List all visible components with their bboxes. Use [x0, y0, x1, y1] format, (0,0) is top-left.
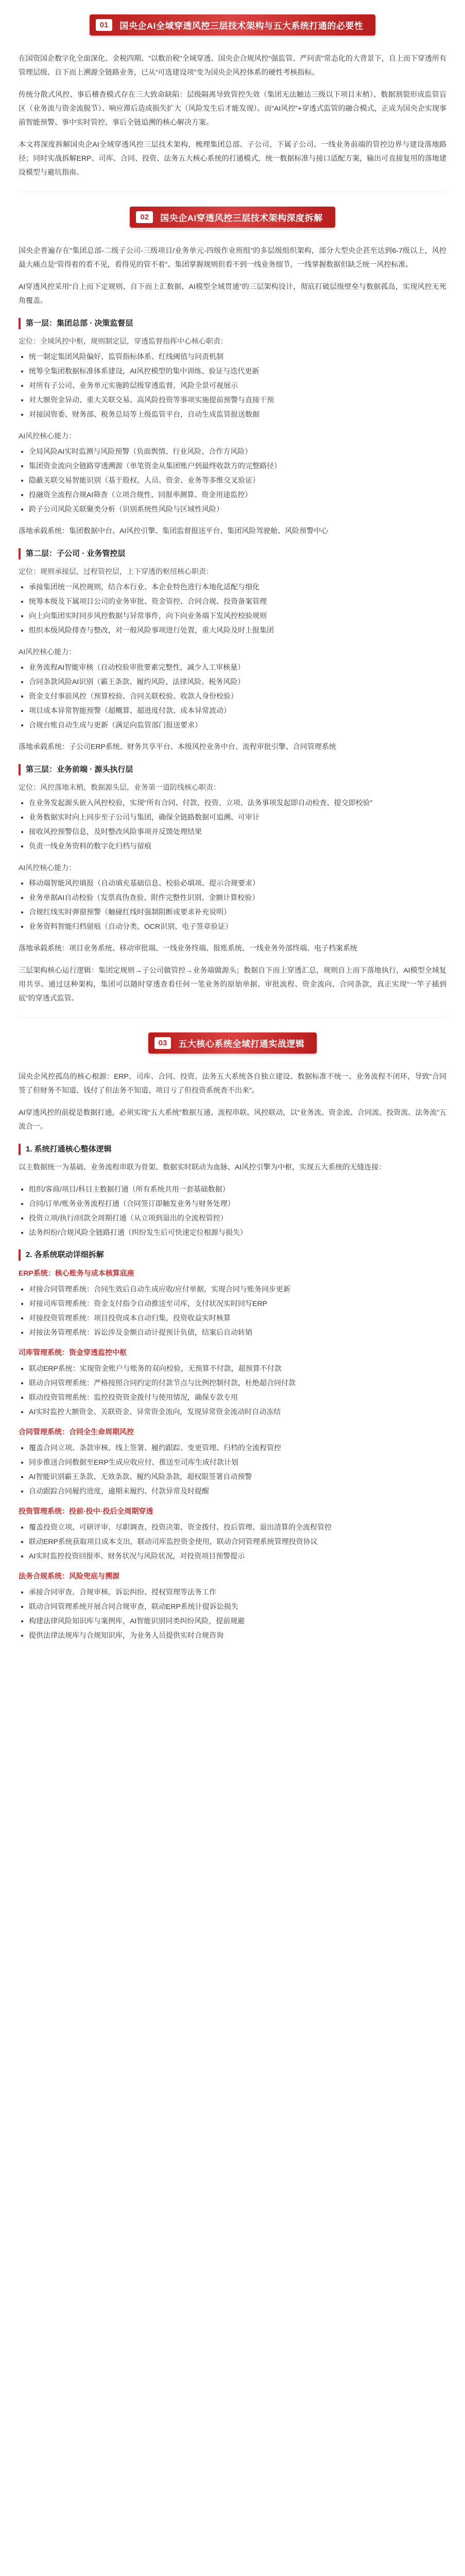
list-item: • 同步推送合同数据至ERP生成应收应付、推送至司库生成付款计划 [29, 1455, 446, 1469]
list-item: • 集团资金流向全链路穿透溯源（单笔资金从集团账户到最终收款方的完整路径） [29, 459, 446, 472]
layer-1-ai [19, 445, 446, 516]
investment-heading: 投资管理系统：投前·投中·投后全周期穿透 [19, 1507, 153, 1515]
section-number: 01 [96, 19, 113, 31]
contract-heading: 合同管理系统：合同全生命周期风控 [19, 1428, 134, 1436]
list-item: • 法务纠纷/合规风险全链路打通（纠纷发生后可快速定位根源与损失） [29, 1226, 446, 1239]
list-item: • 联动合同管理系统开展合同合规审查，联动ERP系统计提诉讼损失 [29, 1600, 446, 1613]
list-item: • 联动ERP系统：实现资金账户与账务的双向校验，无预算不付款，超预算不付款 [29, 1362, 446, 1375]
list-item: • 合同条款风险AI识别（霸王条款、履约风险、法律风险、税务风险） [29, 675, 446, 688]
ai-capability-label: AI风控核心能力： [19, 648, 76, 656]
list-item: • 合同/订单/账务业务流程打通（合同签订即触发业务与财务处理） [29, 1197, 446, 1210]
treasury-list [19, 1362, 446, 1418]
list-item: • 对接投资管理系统：项目投资成本自动归集，投资收益实时核算 [29, 1311, 446, 1325]
list-item: • 对大额资金异动、重大关联交易、高风险投资等事项实施提前预警与直接干预 [29, 393, 446, 406]
legal-heading: 法务合规系统：风险兜底与溯源 [19, 1572, 119, 1580]
layer-positioning: 定位：规则承接层，过程管控层，上下穿透的枢纽核心职责： [19, 567, 213, 575]
list-item: • 合规红线实时弹窗预警（触碰红线时强制阻断或要求补充说明） [29, 905, 446, 919]
logic-heading: 1. 系统打通核心整体逻辑 [19, 1144, 446, 1155]
list-item: • 覆盖合同立项、条款审核、线上签署、履约跟踪、变更管理、归档的全流程管控 [29, 1441, 446, 1454]
list-item: • 全局风险AI实时监测与风险预警（负面舆情、行业风险、合作方风险） [29, 445, 446, 458]
list-item: • 业务单据AI自动校验（发票真伪查验、附件完整性识别、金额计算校验） [29, 891, 446, 904]
list-item: • 在业务发起源头嵌入风控校验，实现“所有合同、付款、投资、立项、法务事项发起即自动检查、提交即校验” [29, 796, 446, 809]
list-item: • 构建法律风险知识库与案例库，AI智能识别同类纠纷风险，提前规避 [29, 1614, 446, 1628]
ai-capability-label: AI风控核心能力： [19, 432, 76, 440]
list-item: • 业务资料智能归档留痕（自动分类、OCR识别、电子签章验证） [29, 920, 446, 933]
layer-2-heading: 第二层：子公司 · 业务管控层 [19, 548, 446, 560]
list-item: • AI实时监控大额资金、关联资金、异常资金流向，发现异常资金流动时自动冻结 [29, 1405, 446, 1418]
contract-list [19, 1441, 446, 1498]
system-note: 落地承载系统：子公司ERP系统、财务共享平台、本级风控业务中台、流程审批引擎、合同管理系统 [19, 742, 336, 751]
list-item: • 承接集团统一风控规则，结合本行业、本企业特色进行本地化适配与细化 [29, 580, 446, 594]
erp-heading: ERP系统：核心账务与成本核算底座 [19, 1269, 134, 1277]
layer-3-duties [19, 796, 446, 853]
layer-positioning: 定位：全域风控中枢，规则制定层，穿透监督指挥中心核心职责： [19, 337, 228, 345]
section-title: 五大核心系统全域打通实战逻辑 [178, 1039, 305, 1049]
paragraph: 以主数据统一为基础、业务流程串联为骨架、数据实时联动为血脉、AI风控引擎为中枢，实现五大系统的无缝连接： [19, 1163, 386, 1171]
list-item: • 联动合同管理系统：严格按照合同约定的付款节点与比例控制付款，杜绝超合同付款 [29, 1376, 446, 1389]
list-item: • 跨子公司风险关联聚类分析（识别系统性风险与区域性风险） [29, 502, 446, 516]
list-item: • 对接法务管理系统：诉讼涉及金额自动计提预计负债，结案后自动转销 [29, 1326, 446, 1339]
layer-1-heading: 第一层：集团总部 · 决策监督层 [19, 318, 446, 329]
section-title: 国央企AI全域穿透风控三层技术架构与五大系统打通的必要性 [119, 21, 364, 31]
list-item: • 隐蔽关联交易智能识别（基于股权、人员、资金、业务等多维交叉验证） [29, 473, 446, 487]
section-banner-3 [19, 1030, 446, 1055]
layer-2-ai [19, 660, 446, 732]
investment-list [19, 1520, 446, 1563]
list-item: • 组织/客商/项目/科目主数据打通（所有系统共用一套基础数据） [29, 1182, 446, 1196]
list-item: • 对所有子公司、业务单元实施跨层级穿透监督，风险全景可视展示 [29, 379, 446, 392]
layer-positioning: 定位：风控落地末梢，数据源头层，业务第一道防线核心职责： [19, 783, 220, 791]
list-item: • 业务数据实时向上同步至子公司与集团，确保全链路数据可追溯、可审计 [29, 810, 446, 824]
list-item: • 对接国资委、财务部、税务总局等上级监管平台，自动生成监管报送数据 [29, 408, 446, 421]
banner-inner [148, 1032, 317, 1054]
list-item: • 资金支付事前风控（预算校验、合同关联校验、收款人身份校验） [29, 689, 446, 703]
paragraph: AI穿透风控采用“自上而下定规则、自下而上汇数据、AI模型全域贯通”的三层架构设计，彻底打破层级壁垒与数据孤岛，实现风控无死角覆盖。 [19, 282, 446, 304]
list-item: • 统一制定集团风险偏好、监管指标体系、红线阈值与问责机制 [29, 350, 446, 363]
section-banner-2 [19, 205, 446, 229]
layer-1-duties [19, 350, 446, 421]
treasury-heading: 司库管理系统：资金穿透监控中枢 [19, 1348, 127, 1357]
list-item: • 统筹本级及下属项目公司的业务审批、资金管控、合同合规、投资备案管理 [29, 595, 446, 608]
list-item: • 联动投资管理系统：监控投资资金拨付与使用情况，确保专款专用 [29, 1391, 446, 1404]
layer-3-heading: 第三层：业务前端 · 源头执行层 [19, 764, 446, 775]
list-item: • 承接合同审查、合规审核、诉讼纠纷、授权管理等法务工作 [29, 1585, 446, 1599]
list-item: • 投融资全流程合规AI筛查（立项合规性、回报率测算、资金用途监控） [29, 488, 446, 501]
list-item: • AI实时监控投资回报率、财务状况与风险状况，对投资项目预警提示 [29, 1549, 446, 1563]
list-item: • 接收风控预警信息，及时整改风险事项并反馈处理结果 [29, 825, 446, 838]
layer-3-ai [19, 876, 446, 933]
system-note: 落地承载系统：集团数据中台、AI风控引擎、集团监督报送平台、集团风险驾驶舱、风险预警中心 [19, 527, 329, 535]
list-item: • 投资立项/执行/回款全周期打通（从立项到退出的全流程管控） [29, 1211, 446, 1225]
list-item: • 覆盖投资立项、可研评审、尽职调查、投资决策、资金拨付、投后管理、退出清算的全流程管控 [29, 1520, 446, 1534]
section-number: 03 [154, 1037, 171, 1049]
list-item: • 项目成本异常智能预警（超概算、超进度付款、成本异常波动） [29, 704, 446, 717]
section-banner-1 [19, 12, 446, 37]
list-item: • 对接司库管理系统：资金支付指令自动推送至司库，支付状况实时回写ERP [29, 1297, 446, 1310]
paragraph: 国央企风控孤岛的核心根源：ERP、司库、合同、投资、法务五大系统各自独立建设、数据标准不统一、业务流程不闭环，导致“合同签了但财务不知道、钱付了但法务不知道、项目亏了但投资系统查不出来”。 [19, 1072, 446, 1094]
footer-space [19, 1650, 446, 1660]
flow-list [19, 1182, 446, 1239]
paragraph: 在国资国企数字化全面深化、金税四期、“以数治税”全域穿透、国央企合规风控“强监管、严问责”常态化的大背景下，自上而下穿透所有管理层级、自下而上溯源全链路业务，已从“可选建设项”变为国央企风控体系的硬性考核指标。 [19, 54, 446, 76]
list-item: • 统筹全集团数据标准体系建设，AI风控模型的集中训练、验证与迭代更新 [29, 364, 446, 378]
paragraph: 传统分散式风控、事后稽查模式存在三大致命缺陷：层级隔离导致管控失效（集团无法触达三级以下项目末梢）、数据割裂形成监管盲区（业务流与资金流脱节）、响应滞后造成损失扩大（风险发生后才能发现）。而“AI风控”+穿透式监管的融合模式，正成为国央企实现事前智能预警、事中实时管控、事后全链追溯的核心解决方案。 [19, 90, 446, 126]
list-item: • 联动ERP系统获取项目成本支出，联动司库监控资金使用，联动合同管理系统管理投资协议 [29, 1535, 446, 1548]
paragraph: 三层架构核心运行逻辑：集团定规则→子公司做管控→业务端做源头；数据自下而上穿透汇总，规则自上而下落地执行，AI模型全域复用共享。通过这种架构，集团可以随时穿透查看任何一笔业务的原始单据、审批流程、资金流向、合同条款，真正实现“一竿子插到底”的穿透式监管。 [19, 966, 446, 1002]
erp-list [19, 1282, 446, 1339]
ai-capability-label: AI风控核心能力： [19, 863, 76, 872]
section-number: 02 [136, 211, 153, 223]
list-item: • 向上向集团实时同步风控数据与异常事件，向下向业务端下发风控校验规则 [29, 609, 446, 622]
layer-2-duties [19, 580, 446, 637]
list-item: • 合规台账自动生成与更新（满足向监管部门报送要求） [29, 718, 446, 732]
banner-inner [90, 14, 376, 36]
linkage-heading: 2. 各系统联动详细拆解 [19, 1249, 446, 1261]
system-note: 落地承载系统：项目业务系统、移动审批端、一线业务终端、报账系统、一线业务外部终端、电子档案系统 [19, 944, 357, 952]
list-item: • AI智能识别霸王条款、无效条款、履约风险条款，超权限签署自动预警 [29, 1470, 446, 1483]
list-item: • 移动端智能风控填报（自动填充基础信息、校验必填项、提示合规要求） [29, 876, 446, 890]
list-item: • 对接合同管理系统：合同生效后自动生成应收/应付单据，实现合同与账务同步更新 [29, 1282, 446, 1296]
list-item: • 业务流程AI智能审核（自动校验审批要素完整性，减少人工审核量） [29, 660, 446, 674]
banner-inner [130, 207, 335, 228]
section-title: 国央企AI穿透风控三层技术架构深度拆解 [160, 213, 323, 223]
list-item: • 自动跟踪合同履约进度，逾期未履约、付款异常及时提醒 [29, 1484, 446, 1498]
paragraph: 国央企普遍存在“集团总部-二级子公司-三级项目/业务单元-四级作业班组”的多层级组织架构，部分大型央企甚至达到6-7级以上，风控最大痛点是“管得着的看不见，看得见的管不着”。集团掌握规则但看不到一线业务细节，一线掌握数据但缺乏统一风控标准。 [19, 246, 446, 268]
paragraph: AI穿透风控的前提是数据打通，必须实现“五大系统”数据互通、流程串联、风控联动，以“业务流、资金流、合同流、投资流、法务流”五流合一。 [19, 1108, 446, 1130]
list-item: • 负责一线业务资料的数字化归档与留痕 [29, 839, 446, 853]
legal-list [19, 1585, 446, 1642]
list-item: • 提供法律法规库与合规知识库，为业务人员提供实时合规咨询 [29, 1629, 446, 1642]
list-item: • 组织本级风险排查与整改，对一般风险事项进行处置，重大风险及时上报集团 [29, 623, 446, 637]
paragraph: 本文将深度拆解国央企AI全域穿透风控三层技术架构，梳理集团总部、子公司、下属子公司、一线业务前端的管控边界与建设落地路径；同时实战拆解ERP、司库、合同、投资、法务五大核心系统的打通模式，统一数据标准与接口适配方案，输出可直接复用的落地建设模型与避坑指南。 [19, 140, 446, 176]
